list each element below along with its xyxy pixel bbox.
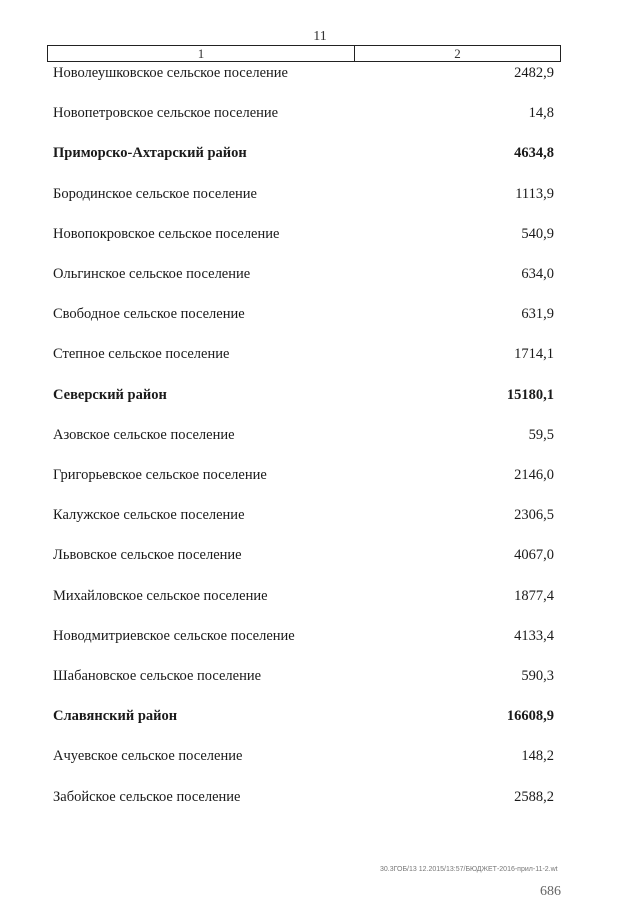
- row-value: 15180,1: [506, 386, 554, 403]
- row-name: Новолеушковское сельское поселение: [53, 65, 288, 81]
- row-value: 631,9: [521, 306, 554, 323]
- table-row: [0, 625, 640, 647]
- row-value: 540,9: [521, 225, 554, 242]
- table-row: [0, 585, 640, 607]
- table-row: [0, 544, 640, 566]
- row-value: 1113,9: [515, 185, 554, 202]
- table-row: [0, 665, 640, 687]
- row-name: Шабановское сельское поселение: [53, 668, 262, 684]
- row-name: Свободное сельское поселение: [53, 306, 245, 323]
- table-row: [0, 62, 640, 84]
- row-value: 634,0: [521, 266, 554, 282]
- table-row: [0, 303, 640, 325]
- row-name: Новопетровское сельское поселение: [53, 105, 279, 122]
- table-row: [0, 504, 640, 526]
- table-row: [0, 183, 640, 205]
- row-value: 16608,9: [506, 708, 554, 725]
- row-name: Ачуевское сельское поселение: [53, 748, 243, 765]
- row-value: 2588,2: [514, 788, 554, 805]
- district-row: [0, 384, 640, 406]
- page-stamp-number: 686: [540, 884, 561, 899]
- page-number: 11: [313, 29, 327, 44]
- table-row: [0, 786, 640, 808]
- table-row: [0, 343, 640, 365]
- row-name: Степное сельское поселение: [53, 346, 230, 363]
- row-name: Азовское сельское поселение: [53, 426, 235, 443]
- row-value: 4133,4: [514, 627, 554, 644]
- row-name: Северский район: [53, 386, 167, 403]
- table-header: [47, 45, 561, 62]
- row-value: 59,5: [528, 426, 554, 443]
- table-row: [0, 223, 640, 245]
- row-value: 2306,5: [514, 507, 554, 524]
- footer-note: 30.3ГОБ/13 12.2015/13:57/БЮДЖЕТ-2016-прил-11-2.wt: [380, 866, 558, 873]
- row-name: Бородинское сельское поселение: [53, 185, 257, 202]
- row-name: Григорьевское сельское поселение: [53, 467, 267, 483]
- table-row: [0, 424, 640, 446]
- row-name: Львовское сельское поселение: [53, 547, 242, 564]
- row-name: Михайловское сельское поселение: [53, 587, 268, 604]
- row-value: 148,2: [521, 748, 554, 765]
- row-name: Забойское сельское поселение: [53, 788, 241, 805]
- table-header-col1: 1: [48, 46, 355, 61]
- table-row: [0, 263, 640, 285]
- table-row: [0, 102, 640, 124]
- row-value: 1877,4: [514, 587, 554, 604]
- row-value: 4067,0: [514, 547, 554, 564]
- table-row: [0, 745, 640, 767]
- row-name: Калужское сельское поселение: [53, 507, 245, 524]
- district-row: [0, 705, 640, 727]
- row-value: 2146,0: [514, 467, 554, 483]
- row-value: 4634,8: [514, 145, 554, 162]
- row-value: 590,3: [521, 668, 554, 684]
- row-value: 14,8: [528, 105, 554, 122]
- row-value: 1714,1: [514, 346, 554, 363]
- table-row: [0, 464, 640, 486]
- row-name: Славянский район: [53, 708, 178, 725]
- row-name: Ольгинское сельское поселение: [53, 266, 251, 282]
- table-header-col2: 2: [454, 46, 461, 61]
- row-name: Новодмитриевское сельское поселение: [53, 627, 295, 644]
- row-name: Новопокровское сельское поселение: [53, 225, 280, 242]
- row-value: 2482,9: [514, 65, 554, 81]
- row-name: Приморско-Ахтарский район: [53, 145, 247, 162]
- district-row: [0, 142, 640, 164]
